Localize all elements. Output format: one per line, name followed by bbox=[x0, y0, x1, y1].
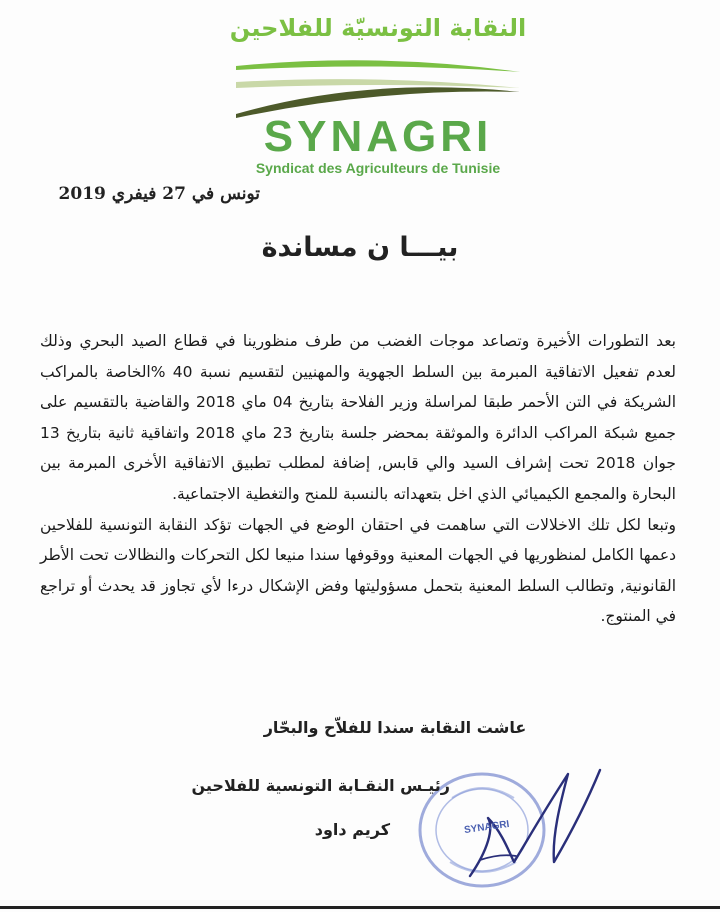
paragraph: وتبعا لكل تلك الاخلالات التي ساهمت في احتقان الوضع في الجهات تؤكد النقابة التونسية للفلاحين دعمها الكامل لمنظوريها في الجهات المعنية ووقوفها سندا منيعا لكل التحركات والنظالات تحت الأطر القانونية, وتطالب السلط المعنية بتحمل مسؤوليتها وفض الإشكال درءا لأي تجاوز قد يحدث أو تراجع في المنتوج. bbox=[40, 515, 676, 626]
logo-arabic-name: النقابة التونسيّة للفلاحين bbox=[229, 14, 527, 42]
signatory-name: كريم داود bbox=[314, 820, 390, 839]
signatory-title: رئيـس النقـابة التونسية للفلاحين bbox=[191, 776, 450, 795]
letter-title: بيـــا ن مساندة bbox=[261, 232, 459, 263]
letter-date: تونس في 27 فيفري 2019 bbox=[58, 184, 260, 204]
logo-french-name: Syndicat des Agriculteurs de Tunisie bbox=[255, 160, 501, 176]
stamp-text: SYNAGRI bbox=[463, 818, 511, 837]
logo-wordmark: SYNAGRI bbox=[263, 112, 493, 161]
logo-swoosh-icon bbox=[228, 48, 528, 120]
synagri-logo bbox=[228, 14, 528, 174]
letter-body bbox=[40, 326, 676, 632]
paragraph: بعد التطورات الأخيرة وتصاعد موجات الغضب من طرف منظورينا في قطاع الصيد البحري وذلك لعدم تفعيل الاتفاقية المبرمة بين السلط الجهوية والمهنيين لتقسيم نسبة 40 %الخاصة بالمراكب الشريكة في التن الأحمر طبقا لمراسلة وزير الفلاحة بتاريخ 04 ماي 2018 والقاضية بالتقسيم على جميع شبكة المراكب الدائرة والموثقة بمحضر جلسة بتاريخ 23 ماي 2018 واتفاقية ثانية بتاريخ 13 جوان 2018 تحت إشراف السيد والي قابس, إضافة لمطلب تطبيق الاتفاقية الأخرى المبرمة بين البحارة والمجمع الكيميائي الذي اخل بتعهداته بالنسبة للمنح والتغطية الاجتماعية. bbox=[40, 332, 677, 503]
page-bottom-edge bbox=[0, 906, 720, 909]
closing-slogan: عاشت النقابة سندا للفلاّح والبحّار bbox=[263, 718, 527, 737]
